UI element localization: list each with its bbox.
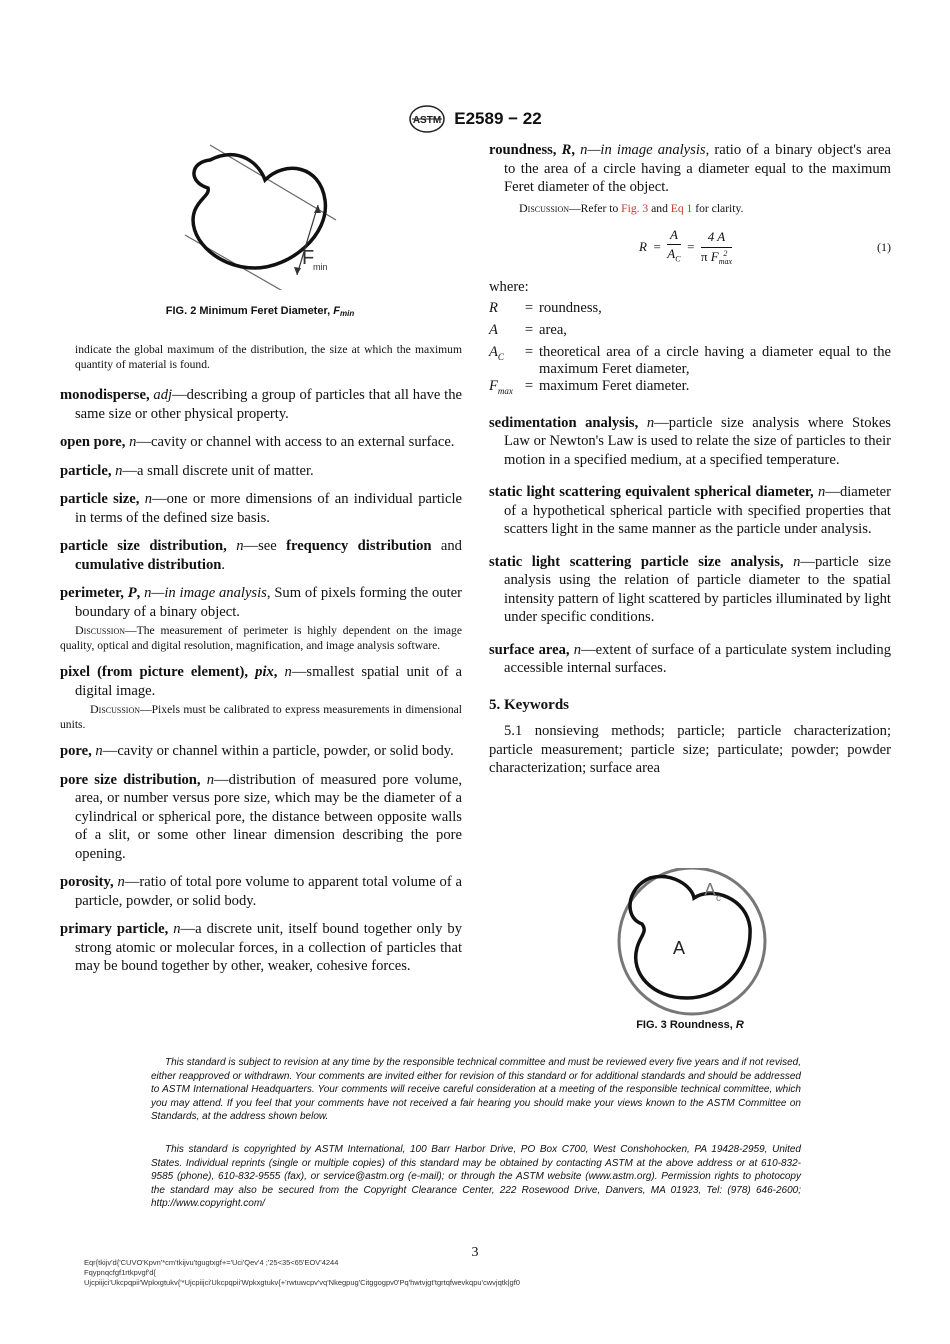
term-particle: particle, n—a small discrete unit of matter. xyxy=(60,462,314,479)
left-column xyxy=(60,342,462,986)
term-monodisperse: monodisperse, adj—describing a group of particles that all have the same size or other physical property. xyxy=(60,387,462,422)
copyright-notice: This standard is copyrighted by ASTM International, 100 Barr Harbor Drive, PO Box C700, West Conshohocken, PA 19428-2959, United States. Individual reprints (single or multiple copies) of this standard may be obtained by contacting ASTM at the above address or at 610-832-9585 (phone), 610-832-9555 (fax), or service@astm.org (e-mail); or through the ASTM website (www.astm.org). Permission rights to photocopy the standard may also be secured from the Copyright Clearance Center, 222 Rosewood Drive, Danvers, MA 01923, Tel: (978) 646-2600; http://www.copyright.com/ xyxy=(151,1144,801,1209)
keywords-text: 5.1 nonsieving methods; particle; particle characterization; particle measurement; particle size; particulate; powder; powder characterization; surface area xyxy=(489,723,891,777)
where-row: A = area, xyxy=(489,321,567,338)
term-sedimentation-analysis: sedimentation analysis, n—particle size analysis where Stokes Law or Newton's Law is used to relate the size of particles to their motion in a specified medium, at a specified temperature. xyxy=(489,414,891,468)
term-surface-area: surface area, n—extent of surface of a particulate system including accessible internal surfaces. xyxy=(489,641,891,677)
intro-text: indicate the global maximum of the distribution, the size at which the maximum quantity of material is found. xyxy=(75,343,462,371)
term-open-pore: open pore, n—cavity or channel with access to an external surface. xyxy=(60,434,455,450)
a-label: A xyxy=(673,938,686,958)
designation: E2589 − 22 xyxy=(454,109,542,128)
term-sls-equivalent-spherical-diameter: static light scattering equivalent spherical diameter, n—diameter of a hypothetical spherical particle with specified properties that scatters light in the same manner as the particle under analysis. xyxy=(489,484,891,538)
right-column xyxy=(489,141,891,778)
term-pore: pore, n—cavity or channel within a particle, powder, or solid body. xyxy=(60,743,454,759)
perimeter-discussion: Discussion—The measurement of perimeter is highly dependent on the image quality, optical and digital resolution, magnification, and image analysis software. xyxy=(60,623,462,652)
pixel-discussion: Discussion—Pixels must be calibrated to express measurements in dimensional units. xyxy=(60,702,462,731)
term-porosity: porosity, n—ratio of total pore volume to apparent total volume of a particle, powder, or solid body. xyxy=(60,874,463,909)
eq1-link[interactable]: Eq 1 xyxy=(670,201,693,215)
term-particle-size: particle size, n—one or more dimensions of an individual particle in terms of the defined size basis. xyxy=(60,491,462,526)
svg-text:min: min xyxy=(313,262,328,272)
where-row: $A_C$ = theoretical area of a circle having a diameter equal to the maximum Feret diameter, xyxy=(489,343,891,377)
where-row: $F_{max}$ = maximum Feret diameter. xyxy=(489,377,690,396)
term-pore-size-distribution: pore size distribution, n—distribution of measured pore volume, area, or number versus pore size, which may be the diameter of a cylindrical or spherical pore, the distance between opposite walls of a slit, or some other linear dimension describing the pore opening. xyxy=(60,771,463,862)
ac-label: A xyxy=(704,880,717,900)
where-label: where: xyxy=(489,278,529,295)
figure-2-drawing xyxy=(170,140,360,290)
term-pixel: pixel (from picture element), pix, n—smallest spatial unit of a digital image. xyxy=(60,664,462,699)
term-roundness: roundness, R, n—in image analysis, ratio of a binary object's area to the area of a circle having a diameter equal to the maximum Feret diameter of the object. xyxy=(489,142,891,195)
where-row: R = roundness, xyxy=(489,300,602,316)
term-sls-particle-size-analysis: static light scattering particle size analysis, n—particle size analysis using the relation of particle diameter to the spatial intensity pattern of light scattered by particles illuminated by light under specific conditions. xyxy=(489,553,891,626)
figure-3-caption: FIG. 3 Roundness, R xyxy=(636,1019,744,1031)
where-table xyxy=(489,300,891,400)
figure-3-drawing xyxy=(612,868,772,1020)
astm-logo-icon xyxy=(408,104,446,134)
license-footer: Eqr{tkijv'd{'CUVO'Kpvn'*cm'tkijvu'tgugtxgf+='Uci'Qev'4 ;'25<35<65'EOV'4244 Fqypnqcfgf1rtkpvgf'd{ Ujcpiijci'Ukcpqpii'Wpkxgtukv{'*Ujcpiijci'Ukcpqpii'Wpkxgtukv{+'rwtuwcpv'vq'Nkegpug'Citggogpv0'Pq'hwtvjgt'tgrtqfwevkqpu'cwvjqtk|gf0 xyxy=(84,1258,520,1287)
fmin-label: F xyxy=(302,247,315,269)
page-header xyxy=(0,104,950,134)
roundness-discussion: Discussion—Refer to Fig. 3 and Eq 1 for clarity. xyxy=(519,200,744,215)
equation-number: (1) xyxy=(877,239,891,254)
term-primary-particle: primary particle, n—a discrete unit, itself bound together only by strong atomic or molecular forces, in a collection of particles that may be bound together by other, weaker, cohesive forces. xyxy=(60,921,462,974)
term-perimeter: perimeter, P, n—in image analysis, Sum of pixels forming the outer boundary of a binary object. xyxy=(60,585,462,620)
revision-notice: This standard is subject to revision at any time by the responsible technical committee and must be reviewed every five years and if not revised, either reapproved or withdrawn. Your comments are invited either for revision of this standard or for additional standards and should be addressed to ASTM International Headquarters. Your comments will receive careful consideration at a meeting of the responsible technical committee, which you may attend. If you feel that your comments have not received a fair hearing you should make your views known to the ASTM Committee on Standards, at the address shown below. xyxy=(151,1057,801,1122)
keywords-heading: 5. Keywords xyxy=(489,696,569,713)
fig3-link[interactable]: Fig. 3 xyxy=(621,201,649,215)
equation-1: R = $\frac{A}{A_C}$ = 4 A π F 2 max (1) xyxy=(639,226,891,266)
page-number: 3 xyxy=(471,1245,479,1260)
svg-text:c: c xyxy=(716,893,721,904)
figure-2-caption: FIG. 2 Minimum Feret Diameter, Fmin xyxy=(165,305,355,318)
term-particle-size-distribution: particle size distribution, n—see frequency distribution and cumulative distribution. xyxy=(60,538,462,573)
particle-outline-a xyxy=(630,877,750,998)
svg-text:ASTM: ASTM xyxy=(413,115,442,126)
